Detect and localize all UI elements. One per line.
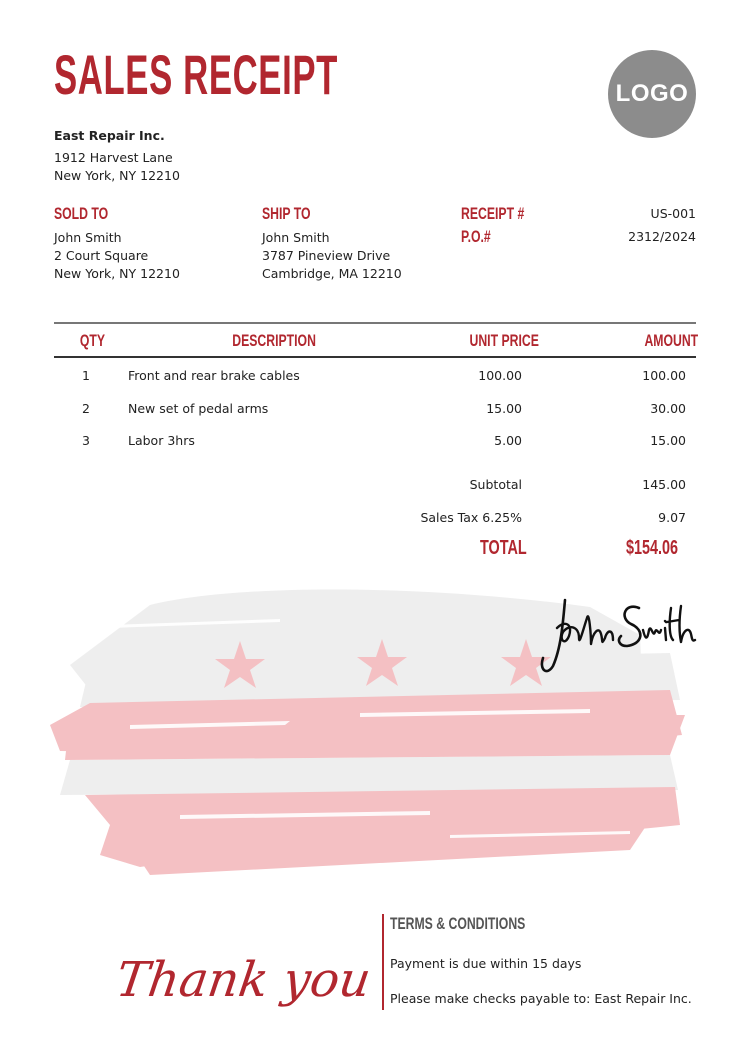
- terms-line-2: Please make checks payable to: East Repair Inc.: [390, 991, 692, 1006]
- table-header-rule: [54, 356, 696, 358]
- row-unit-price: 5.00: [494, 433, 522, 448]
- ship-to-address-1: 3787 Pineview Drive: [262, 248, 391, 263]
- receipt-title: SALES RECEIPT: [54, 43, 338, 106]
- subtotal-value: 145.00: [642, 477, 686, 492]
- col-header-unit-price: UNIT PRICE: [469, 331, 539, 350]
- subtotal-label: Subtotal: [469, 477, 522, 492]
- col-header-amount: AMOUNT: [644, 331, 699, 350]
- company-address-2: New York, NY 12210: [54, 168, 180, 183]
- thank-you-text: Thank you: [118, 952, 375, 1008]
- tax-value: 9.07: [658, 510, 686, 525]
- row-description: Front and rear brake cables: [128, 368, 300, 383]
- total-label: TOTAL: [480, 537, 527, 559]
- row-description: Labor 3hrs: [128, 433, 195, 448]
- row-qty: 1: [82, 368, 90, 383]
- terms-title: TERMS & CONDITIONS: [390, 914, 526, 933]
- receipt-number-value: US-001: [650, 206, 696, 221]
- po-number-label: P.O.#: [461, 227, 491, 246]
- receipt-number-label: RECEIPT #: [461, 204, 525, 223]
- col-header-description: DESCRIPTION: [232, 331, 316, 350]
- thank-you-script: [118, 942, 383, 1030]
- total-value-wrap: [626, 537, 698, 560]
- row-description: New set of pedal arms: [128, 401, 269, 416]
- logo-placeholder: LOGO: [608, 50, 696, 138]
- sold-to-label: SOLD TO: [54, 204, 109, 223]
- tax-label: Sales Tax 6.25%: [420, 510, 522, 525]
- po-number-value: 2312/2024: [628, 229, 696, 244]
- ship-to-address-2: Cambridge, MA 12210: [262, 266, 402, 281]
- total-value: $154.06: [626, 537, 679, 559]
- row-amount: 15.00: [650, 433, 686, 448]
- row-unit-price: 100.00: [478, 368, 522, 383]
- row-amount: 100.00: [642, 368, 686, 383]
- terms-line-1: Payment is due within 15 days: [390, 956, 582, 971]
- terms-divider: [382, 914, 384, 1010]
- sold-to-address-1: 2 Court Square: [54, 248, 149, 263]
- ship-to-name: John Smith: [262, 230, 330, 245]
- sold-to-name: John Smith: [54, 230, 122, 245]
- ship-to-label: SHIP TO: [262, 204, 311, 223]
- company-name: East Repair Inc.: [54, 128, 165, 143]
- table-top-rule: [54, 322, 696, 324]
- sold-to-address-2: New York, NY 12210: [54, 266, 180, 281]
- total-label-wrap: [480, 537, 545, 560]
- company-address-1: 1912 Harvest Lane: [54, 150, 173, 165]
- signature: [535, 588, 700, 686]
- row-unit-price: 15.00: [486, 401, 522, 416]
- row-qty: 2: [82, 401, 90, 416]
- row-amount: 30.00: [650, 401, 686, 416]
- col-header-qty: QTY: [79, 331, 106, 350]
- row-qty: 3: [82, 433, 90, 448]
